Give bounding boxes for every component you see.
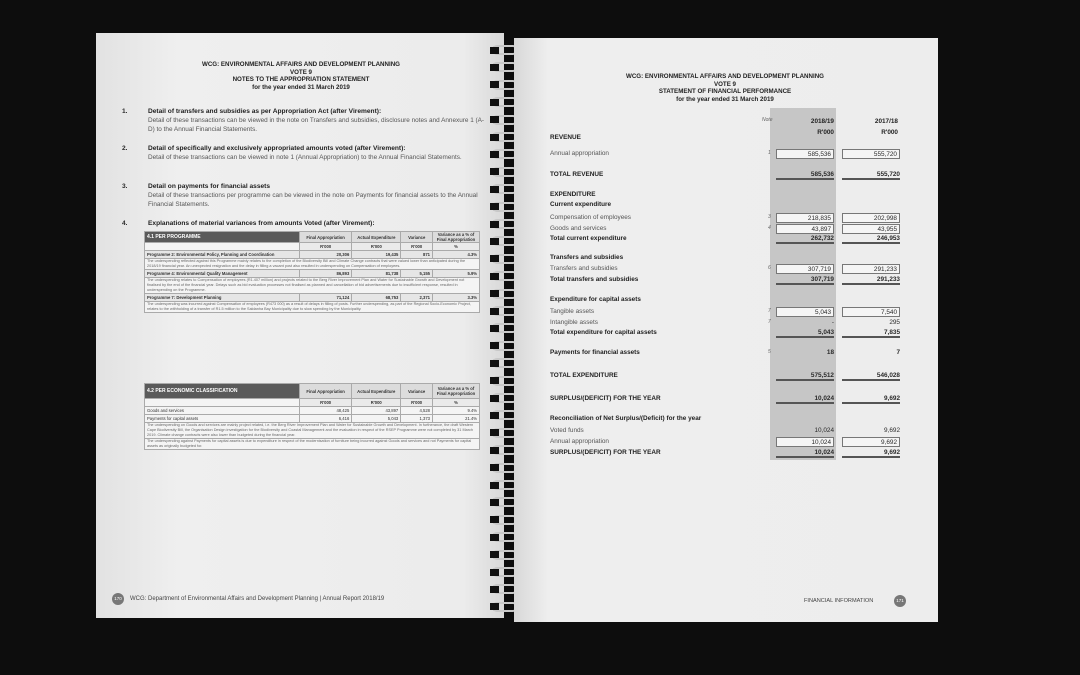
binding-hole	[490, 360, 499, 367]
binding-hole	[490, 482, 499, 489]
table-row: Goods and services 48,425 43,897 4,528 9.4%	[145, 407, 480, 415]
table-note: The underspending against Payments for capital assets is due to expenditure in respect of the modernisation of furniture being incurred against Goods and services and not Payments for capital assets as originally budgeted for.	[145, 439, 480, 450]
value-2017-18: 9,692	[842, 437, 900, 447]
value-2018-19: -	[831, 319, 834, 326]
line-note-ref: 7	[768, 308, 771, 314]
value-2017-18: 291,233	[842, 276, 900, 285]
value-2017-18: 9,692	[842, 395, 900, 404]
section-number: 2.	[122, 145, 128, 152]
line-label: Total transfers and subsidies	[550, 276, 639, 283]
section-number: 3.	[122, 183, 128, 190]
binding-hole	[490, 273, 499, 280]
table-note: The underspending on Goods and services are mainly project related, i.e. the Berg River Improvement Plan and Water for Sustainable Growth and Development. In furtherance, the draft Western Cape Biodiversity Bill, the Organisation Design investigation for the Biodiversity and Coastal Management and the evaluation in respect of the RSEP Programme were not completed by 31 March 2019. Climate change contracts were also lower than budgeted during the financial year.	[145, 423, 480, 439]
binding-hole	[490, 447, 499, 454]
right-header: WCG: ENVIRONMENTAL AFFAIRS AND DEVELOPMENT PLANNING VOTE 9 STATEMENT OF FINANCIAL PERFORMANCE for the year ended 31 March 2019	[626, 73, 824, 103]
binding-hole	[490, 534, 499, 541]
table-title: 4.1 PER PROGRAMME	[145, 232, 300, 243]
value-2017-18: 246,953	[842, 235, 900, 244]
note-column-header: Note	[762, 117, 773, 123]
table-note: The underspending reflected against this Programme mainly relates to the completion of the Biodiversity Bill and Climate Change contracts that were valued lower than anticipated during the 2018/19 financial year. An unexpected resignation and the delay in filling a vacant post also resulted in underspending on Compensation of employees.	[145, 259, 480, 270]
page-number: 171	[894, 595, 906, 607]
value-2017-18: 9,692	[842, 449, 900, 458]
binding-hole	[490, 168, 499, 175]
value-2017-18: 202,998	[842, 213, 900, 223]
line-label: Goods and services	[550, 225, 607, 232]
value-2018-19: 307,719	[776, 276, 834, 285]
table-note: The underspending was incurred against Compensation of employees (R473 000) as a result of delays in filling of posts. Further underspending, as part of the Regional Socio-Economic Project, relates to the withholding of a transfer of R1.5 million to the Saldanha Bay Municipality due to slow spending by the Municipality.	[145, 302, 480, 313]
value-2018-19: 10,024	[776, 437, 834, 447]
table-row: Programme 2: Environmental Policy, Planning and Coordination 20,306 19,435 871 4.3%	[145, 251, 480, 259]
value-2017-18: 43,955	[842, 224, 900, 234]
page-footer: WCG: Department of Environmental Affairs and Development Planning | Annual Report 2018/19	[130, 596, 385, 602]
value-2018-19: 307,719	[776, 264, 834, 274]
line-label: Reconciliation of Net Surplus/(Deficit) for the year	[550, 415, 702, 422]
line-note-ref: 3	[768, 214, 771, 220]
binding-hole	[490, 603, 499, 610]
line-label: Intangible assets	[550, 319, 598, 326]
column-header-2018-19: 2018/19 R'000	[810, 118, 834, 136]
value-2018-19: 218,835	[776, 213, 834, 223]
page-number: 170	[112, 593, 124, 605]
value-2018-19: 18	[826, 349, 834, 356]
section-title: Detail of specifically and exclusively appropriated amounts voted (after Virement):	[148, 145, 406, 152]
value-2018-19: 10,024	[776, 449, 834, 458]
line-label: TOTAL EXPENDITURE	[550, 372, 618, 379]
section-title: Detail of transfers and subsidies as per Appropriation Act (after Virement):	[148, 108, 382, 115]
value-2017-18: 555,720	[842, 171, 900, 180]
binding-hole	[490, 134, 499, 141]
binding-hole	[490, 464, 499, 471]
table-title: 4.2 PER ECONOMIC CLASSIFICATION	[145, 384, 300, 399]
variance-table-per-economic-classification: 4.2 PER ECONOMIC CLASSIFICATION Final Appropriation Actual Expenditure Variance Variance as a % of Final Appropriation R'000 R'000 R'000 % Goods and services 48,425 43,897 4,528 9.4% Payments for capital assets 6,416 5,043 1,373 21.4% The underspending on Goods and services are mainly project related, i.e. the Berg River Improvement Plan and Water for Sustainable Growth and Development. In furtherance, the draft Western Cape Biodiversity Bill, the Organisation Design investigation for the Biodiversity and Coastal Management and the evaluation in respect of the RSEP Programme were not completed by 31 March 2019. Climate change contracts were also lower than budgeted during the financial year. The underspending against Payments for capital assets is due to expenditure in respect of the modernisation of furniture being incurred against Goods and services and not Payments for capital assets as originally budgeted for.	[144, 383, 480, 450]
line-label: Total expenditure for capital assets	[550, 329, 657, 336]
value-2017-18: 7,540	[842, 307, 900, 317]
line-label: Transfers and subsidies	[550, 254, 624, 261]
binding-hole	[490, 412, 499, 419]
binding-hole	[490, 290, 499, 297]
table-note: The underspending relates to Compensation of employees (R1.407 million) and projects related to the Berg River Improvement Plan and Water for Sustainable Growth and Development not finalised by the end of the financial year. Delays such as bid evaluation processes not finalised as planned and cancellation of bid advertisements due to insufficient response, resulted in underspending on the Programme.	[145, 278, 480, 294]
line-note-ref: 5	[768, 349, 771, 355]
binding-hole	[490, 238, 499, 245]
line-label: TOTAL REVENUE	[550, 171, 604, 178]
value-2017-18: 291,233	[842, 264, 900, 274]
binding-hole	[490, 186, 499, 193]
binding-hole	[490, 203, 499, 210]
section-number: 1.	[122, 108, 128, 115]
value-2018-19: 43,897	[776, 224, 834, 234]
line-label: Annual appropriation	[550, 150, 609, 157]
line-label: Compensation of employees	[550, 214, 631, 221]
line-label: SURPLUS/(DEFICIT) FOR THE YEAR	[550, 395, 661, 402]
line-note-ref: 1	[768, 150, 771, 156]
value-2017-18: 7,835	[842, 329, 900, 338]
binding-hole	[490, 47, 499, 54]
binding-hole	[490, 499, 499, 506]
table-row: Payments for capital assets 6,416 5,043 1,373 21.4%	[145, 415, 480, 423]
line-label: Expenditure for capital assets	[550, 296, 641, 303]
value-2018-19: 10,024	[814, 427, 834, 434]
binding-hole	[490, 516, 499, 523]
value-2018-19: 585,536	[776, 171, 834, 180]
value-2017-18: 555,720	[842, 149, 900, 159]
section-body: Detail of these transactions per programme can be viewed in the note on Payments for financial assets to the Annual Financial Statements.	[148, 192, 478, 208]
binding-hole	[490, 64, 499, 71]
value-2018-19: 585,536	[776, 149, 834, 159]
value-2018-19: 575,512	[776, 372, 834, 381]
line-label: Total current expenditure	[550, 235, 627, 242]
binding-hole	[490, 255, 499, 262]
binding-hole	[490, 325, 499, 332]
right-page	[514, 38, 938, 622]
line-label: Current expenditure	[550, 201, 612, 208]
value-2018-19: 262,732	[776, 235, 834, 244]
variance-table-per-programme: 4.1 PER PROGRAMME Final Appropriation Actual Expenditure Variance Variance as a % of Final Appropriation R'000 R'000 R'000 % Programme 2: Environmental Policy, Planning and Coordination 20,306 19,435 871 4.3% The underspending reflected against this Programme mainly relates to the completion of the Biodiversity Bill and Climate Change contracts that were valued lower than anticipated during the 2018/19 financial year. An unexpected resignation and the delay in filling a vacant post also resulted in underspending on Compensation of employees. Programme 4: Environmental Quality Management 86,893 81,738 5,155 5.9% The underspending relates to Compensation of employees (R1.407 million) and projects related to the Berg River Improvement Plan and Water for Sustainable Growth and Development not finalised by the end of the financial year. Delays such as bid evaluation processes not finalised as planned and cancellation of bid advertisements due to insufficient response, resulted in underspending on the Programme. Programme 7: Development Planning 71,124 68,753 2,371 3.3% The underspending was incurred against Compensation of employees (R473 000) as a result of delays in filling of posts. Further underspending, as part of the Regional Socio-Economic Project, relates to the withholding of a transfer of R1.5 million to the Saldanha Bay Municipality due to slow spending by the Municipality.	[144, 231, 480, 313]
line-label: Payments for financial assets	[550, 349, 640, 356]
binding-hole	[490, 551, 499, 558]
value-2018-19: 5,043	[776, 329, 834, 338]
line-label: Voted funds	[550, 427, 584, 434]
binding-hole	[490, 308, 499, 315]
binding-hole	[490, 342, 499, 349]
value-2017-18: 546,028	[842, 372, 900, 381]
line-label: EXPENDITURE	[550, 191, 596, 198]
binding-hole	[490, 221, 499, 228]
line-label: Tangible assets	[550, 308, 595, 315]
value-2018-19: 10,024	[776, 395, 834, 404]
binding-hole	[490, 116, 499, 123]
binding-hole	[490, 377, 499, 384]
line-note-ref: 4	[768, 225, 771, 231]
line-label: Transfers and subsidies	[550, 265, 618, 272]
binding-hole	[490, 81, 499, 88]
section-body: Detail of these transactions can be viewed in the note on Transfers and subsidies, disclosure notes and Annexure 1 (A-D) to the Annual Financial Statements.	[148, 117, 485, 133]
line-note-ref: 6	[768, 265, 771, 271]
binding-hole	[490, 395, 499, 402]
binding-hole	[490, 99, 499, 106]
value-2018-19: 5,043	[776, 307, 834, 317]
page-footer: FINANCIAL INFORMATION	[804, 598, 874, 604]
table-row: Programme 4: Environmental Quality Management 86,893 81,738 5,155 5.9%	[145, 270, 480, 278]
section-body: Detail of these transactions can be viewed in note 1 (Annual Appropriation) to the Annual Financial Statements.	[148, 154, 462, 161]
column-header-2017-18: 2017/18 R'000	[874, 118, 898, 136]
binding-hole	[490, 569, 499, 576]
binding-hole	[490, 151, 499, 158]
section-title: Detail on payments for financial assets	[148, 183, 271, 190]
line-label: SURPLUS/(DEFICIT) FOR THE YEAR	[550, 449, 661, 456]
binding-hole	[490, 586, 499, 593]
line-label: Annual appropriation	[550, 438, 609, 445]
section-number: 4.	[122, 220, 128, 227]
left-page	[96, 33, 504, 618]
value-2017-18: 7	[896, 349, 900, 356]
line-label: REVENUE	[550, 134, 581, 141]
value-2017-18: 9,692	[884, 427, 900, 434]
section-title: Explanations of material variances from amounts Voted (after Virement):	[148, 220, 375, 227]
line-note-ref: 7	[768, 319, 771, 325]
left-header: WCG: ENVIRONMENTAL AFFAIRS AND DEVELOPMENT PLANNING VOTE 9 NOTES TO THE APPROPRIATION STATEMENT for the year ended 31 March 2019	[202, 61, 400, 91]
table-row: Programme 7: Development Planning 71,124 68,753 2,371 3.3%	[145, 294, 480, 302]
binding-hole	[490, 429, 499, 436]
value-2017-18: 295	[889, 319, 900, 326]
